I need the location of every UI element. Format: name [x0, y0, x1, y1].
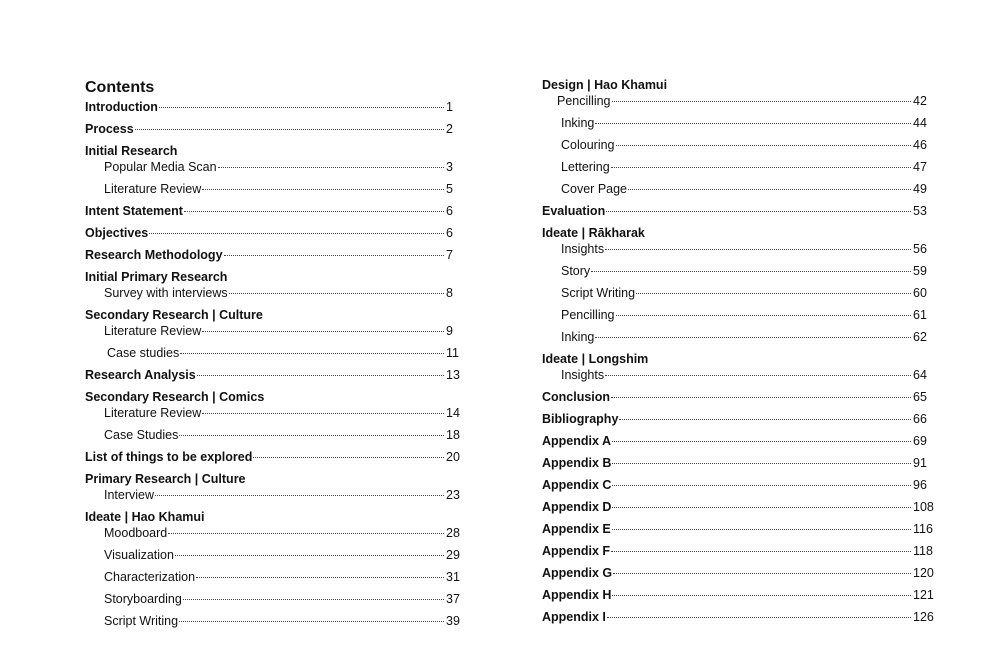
toc-entry-conclusion[interactable] — [542, 390, 927, 405]
toc-entry-label: Process — [85, 122, 134, 136]
toc-entry-appendix-d[interactable] — [542, 500, 934, 515]
toc-entry-label: Appendix C — [542, 478, 612, 492]
toc-entry-evaluation[interactable] — [542, 204, 927, 219]
toc-entry-page: 5 — [446, 182, 453, 196]
toc-entry-cover-page[interactable] — [542, 182, 927, 197]
toc-section-primary-research-culture: Primary Research | Culture — [85, 472, 246, 486]
toc-section-initial-research: Initial Research — [85, 144, 178, 158]
toc-entry-storyboarding[interactable] — [85, 592, 460, 607]
toc-entry-page: 8 — [446, 286, 453, 300]
dot-leader — [612, 529, 911, 530]
dot-leader — [218, 167, 444, 168]
dot-leader — [175, 555, 444, 556]
toc-entry-label: Insights — [561, 368, 605, 382]
toc-entry-appendix-f[interactable] — [542, 544, 933, 559]
toc-entry-pencilling[interactable] — [542, 94, 927, 109]
toc-entry-list-of-things[interactable] — [85, 450, 460, 465]
toc-entry-label: Appendix I — [542, 610, 606, 624]
toc-entry-objectives[interactable] — [85, 226, 460, 241]
toc-entry-page: 23 — [446, 488, 460, 502]
toc-entry-label: Visualization — [104, 548, 174, 562]
toc-entry-page: 61 — [913, 308, 927, 322]
dot-leader — [616, 315, 911, 316]
toc-entry-introduction[interactable] — [85, 100, 460, 115]
dot-leader — [179, 621, 444, 622]
dot-leader — [155, 495, 444, 496]
toc-entry-label: Appendix G — [542, 566, 613, 580]
toc-entry-bibliography[interactable] — [542, 412, 927, 427]
toc-entry-page: 120 — [913, 566, 934, 580]
toc-entry-label: Storyboarding — [104, 592, 182, 606]
dot-leader — [605, 249, 911, 250]
toc-entry-page: 9 — [446, 324, 453, 338]
dot-leader — [168, 533, 444, 534]
dot-leader — [591, 271, 911, 272]
toc-entry-page: 62 — [913, 330, 927, 344]
toc-entry-label: Evaluation — [542, 204, 606, 218]
toc-entry-label: Literature Review — [104, 324, 202, 338]
toc-entry-interview[interactable] — [85, 488, 460, 503]
dot-leader — [628, 189, 911, 190]
toc-entry-page: 91 — [913, 456, 927, 470]
toc-entry-label: List of things to be explored — [85, 450, 253, 464]
dot-leader — [612, 463, 911, 464]
toc-entry-label: Story — [561, 264, 591, 278]
toc-entry-appendix-g[interactable] — [542, 566, 934, 581]
toc-entry-page: 108 — [913, 500, 934, 514]
dot-leader — [612, 485, 911, 486]
toc-entry-label: Appendix B — [542, 456, 612, 470]
toc-entry-label: Literature Review — [104, 182, 202, 196]
toc-entry-label: Literature Review — [104, 406, 202, 420]
toc-entry-page: 126 — [913, 610, 934, 624]
toc-entry-script-writing[interactable] — [85, 614, 460, 629]
toc-entry-page: 20 — [446, 450, 460, 464]
toc-entry-appendix-h[interactable] — [542, 588, 934, 603]
toc-entry-script-writing[interactable] — [542, 286, 927, 301]
toc-entry-page: 37 — [446, 592, 460, 606]
dot-leader — [612, 441, 911, 442]
toc-entry-colouring[interactable] — [542, 138, 927, 153]
toc-entry-page: 7 — [446, 248, 453, 262]
dot-leader — [607, 617, 911, 618]
toc-right-column — [542, 76, 934, 625]
toc-entry-label: Appendix F — [542, 544, 611, 558]
toc-entry-label: Inking — [561, 330, 595, 344]
dot-leader — [197, 375, 444, 376]
toc-entry-visualization[interactable] — [85, 548, 460, 563]
toc-entry-page: 46 — [913, 138, 927, 152]
toc-entry-page: 66 — [913, 412, 927, 426]
dot-leader — [184, 211, 444, 212]
toc-entry-label: Insights — [561, 242, 605, 256]
toc-entry-page: 53 — [913, 204, 927, 218]
toc-section-ideate-hao-khamui: Ideate | Hao Khamui — [85, 510, 205, 524]
dot-leader — [616, 145, 911, 146]
dot-leader — [202, 413, 444, 414]
dot-leader — [202, 331, 444, 332]
toc-entry-label: Interview — [104, 488, 155, 502]
toc-entry-label: Appendix A — [542, 434, 611, 448]
dot-leader — [611, 397, 911, 398]
toc-entry-page: 39 — [446, 614, 460, 628]
toc-left-column — [85, 76, 460, 629]
toc-entry-appendix-e[interactable] — [542, 522, 933, 537]
toc-entry-label: Popular Media Scan — [104, 160, 217, 174]
toc-entry-page: 116 — [913, 522, 933, 536]
dot-leader — [612, 101, 911, 102]
toc-section-ideate-longshim: Ideate | Longshim — [542, 352, 649, 366]
toc-entry-intent-statement[interactable] — [85, 204, 460, 219]
toc-entry-label: Script Writing — [104, 614, 179, 628]
toc-entry-label: Survey with interviews — [104, 286, 228, 300]
toc-entry-label: Appendix E — [542, 522, 611, 536]
toc-entry-label: Characterization — [104, 570, 196, 584]
toc-entry-research-analysis[interactable] — [85, 368, 460, 383]
toc-section-initial-primary-research: Initial Primary Research — [85, 270, 228, 284]
dot-leader — [196, 577, 444, 578]
toc-entry-label: Case studies — [107, 346, 180, 360]
toc-entry-lettering[interactable] — [542, 160, 927, 175]
toc-entry-story[interactable] — [542, 264, 927, 279]
dot-leader — [253, 457, 444, 458]
toc-entry-insights[interactable] — [542, 368, 927, 383]
dot-leader — [595, 337, 911, 338]
toc-entry-label: Intent Statement — [85, 204, 183, 218]
toc-entry-process[interactable] — [85, 122, 460, 137]
toc-entry-page: 31 — [446, 570, 460, 584]
toc-entry-inking[interactable] — [542, 330, 927, 345]
toc-entry-label: Conclusion — [542, 390, 611, 404]
dot-leader — [202, 189, 444, 190]
toc-entry-label: Pencilling — [561, 308, 615, 322]
toc-entry-literature-review[interactable] — [85, 182, 460, 197]
toc-entry-pencilling[interactable] — [542, 308, 927, 323]
toc-entry-research-methodology[interactable] — [85, 248, 460, 263]
toc-entry-page: 65 — [913, 390, 927, 404]
toc-entry-page: 11 — [446, 346, 459, 360]
toc-entry-label: Moodboard — [104, 526, 168, 540]
dot-leader — [179, 435, 444, 436]
toc-section-secondary-research-culture: Secondary Research | Culture — [85, 308, 263, 322]
toc-entry-page: 14 — [446, 406, 460, 420]
dot-leader — [606, 211, 911, 212]
dot-leader — [224, 255, 444, 256]
toc-section-design-hao-khamui: Design | Hao Khamui — [542, 78, 668, 92]
dot-leader — [636, 293, 911, 294]
toc-entry-label: Cover Page — [561, 182, 628, 196]
toc-entry-page: 28 — [446, 526, 460, 540]
dot-leader — [180, 353, 444, 354]
toc-entry-inking[interactable] — [542, 116, 927, 131]
toc-entry-label: Research Analysis — [85, 368, 196, 382]
toc-entry-moodboard[interactable] — [85, 526, 460, 541]
toc-entry-label: Bibliography — [542, 412, 619, 426]
toc-entry-page: 6 — [446, 226, 453, 240]
toc-entry-page: 3 — [446, 160, 453, 174]
dot-leader — [595, 123, 911, 124]
toc-entry-label: Research Methodology — [85, 248, 223, 262]
toc-section-ideate-rakharak: Ideate | Rākharak — [542, 226, 645, 240]
toc-entry-page: 2 — [446, 122, 453, 136]
toc-entry-appendix-c[interactable] — [542, 478, 927, 493]
toc-entry-literature-review[interactable] — [85, 406, 460, 421]
dot-leader — [611, 551, 911, 552]
dot-leader — [229, 293, 444, 294]
toc-entry-page: 18 — [446, 428, 460, 442]
toc-entry-label: Case Studies — [104, 428, 179, 442]
dot-leader — [613, 573, 911, 574]
dot-leader — [135, 129, 444, 130]
toc-entry-survey-with-interviews[interactable] — [85, 286, 460, 301]
toc-entry-page: 1 — [446, 100, 453, 114]
toc-entry-literature-review[interactable] — [85, 324, 460, 339]
toc-entry-label: Introduction — [85, 100, 158, 114]
toc-entry-label: Objectives — [85, 226, 149, 240]
toc-entry-appendix-a[interactable] — [542, 434, 927, 449]
dot-leader — [612, 595, 911, 596]
toc-entry-case-studies[interactable] — [85, 346, 460, 361]
toc-entry-page: 44 — [913, 116, 927, 130]
toc-entry-label: Colouring — [561, 138, 615, 152]
toc-entry-insights[interactable] — [542, 242, 927, 257]
toc-entry-page: 60 — [913, 286, 927, 300]
dot-leader — [619, 419, 911, 420]
toc-entry-label: Lettering — [561, 160, 610, 174]
toc-entry-popular-media-scan[interactable] — [85, 160, 460, 175]
toc-entry-characterization[interactable] — [85, 570, 460, 585]
toc-entry-page: 59 — [913, 264, 927, 278]
dot-leader — [612, 507, 911, 508]
dot-leader — [611, 167, 911, 168]
toc-entry-page: 118 — [913, 544, 933, 558]
toc-entry-label: Script Writing — [561, 286, 636, 300]
toc-entry-page: 13 — [446, 368, 460, 382]
toc-entry-label: Appendix H — [542, 588, 612, 602]
toc-entry-label: Appendix D — [542, 500, 612, 514]
toc-entry-label: Inking — [561, 116, 595, 130]
toc-entry-appendix-i[interactable] — [542, 610, 934, 625]
toc-entry-page: 42 — [913, 94, 927, 108]
toc-entry-page: 49 — [913, 182, 927, 196]
dot-leader — [159, 107, 444, 108]
toc-entry-label: Pencilling — [557, 94, 611, 108]
dot-leader — [149, 233, 444, 234]
toc-entry-page: 121 — [913, 588, 934, 602]
toc-entry-page: 96 — [913, 478, 927, 492]
toc-section-secondary-research-comics: Secondary Research | Comics — [85, 390, 265, 404]
toc-entry-page: 69 — [913, 434, 927, 448]
toc-entry-page: 47 — [913, 160, 927, 174]
contents-title: Contents — [85, 79, 155, 96]
dot-leader — [183, 599, 444, 600]
toc-entry-page: 6 — [446, 204, 453, 218]
toc-entry-case-studies[interactable] — [85, 428, 460, 443]
toc-entry-page: 56 — [913, 242, 927, 256]
toc-entry-page: 64 — [913, 368, 927, 382]
dot-leader — [605, 375, 911, 376]
toc-entry-appendix-b[interactable] — [542, 456, 927, 471]
toc-entry-page: 29 — [446, 548, 460, 562]
